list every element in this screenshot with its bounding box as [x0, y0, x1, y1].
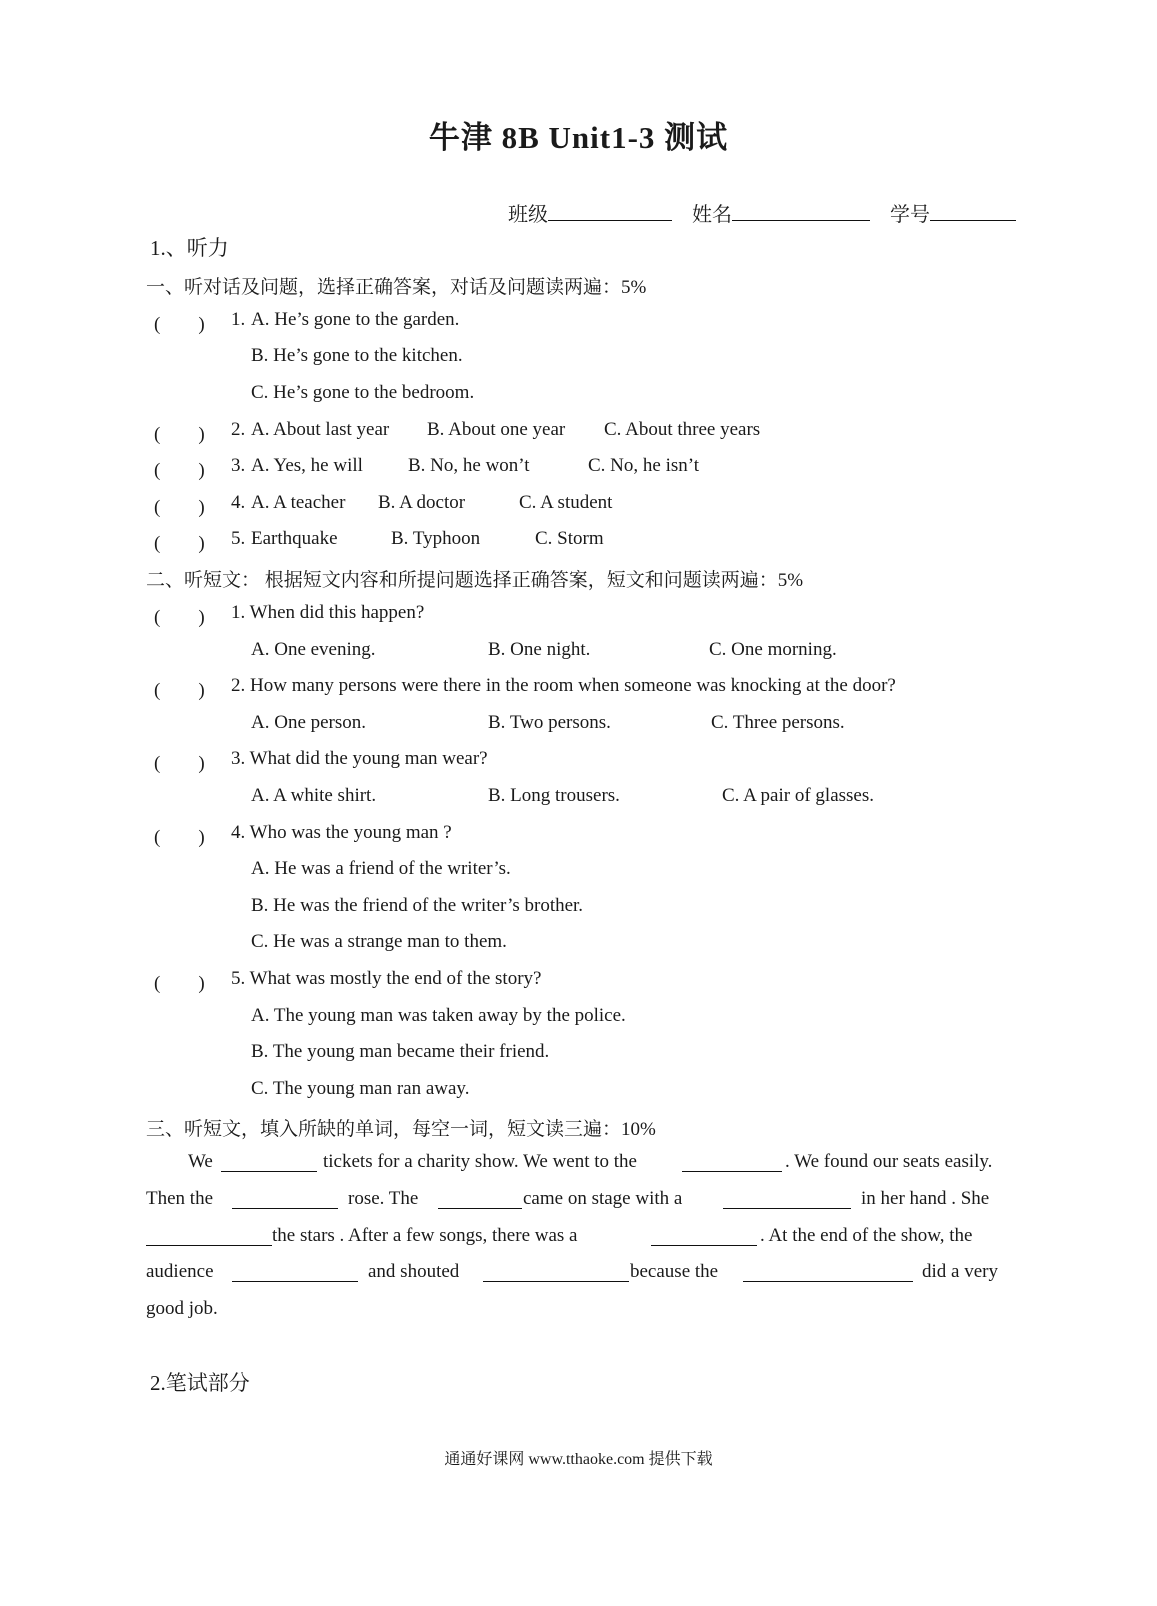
- cloze-blank-6[interactable]: [146, 1227, 272, 1246]
- answer-paren[interactable]: ( ): [154, 680, 205, 701]
- question-number: 3.: [231, 455, 246, 476]
- cloze-text: Then the: [146, 1188, 214, 1209]
- option-c: C. A student: [519, 492, 613, 513]
- cloze-blank-1[interactable]: [221, 1153, 317, 1172]
- cloze-text: good job.: [146, 1298, 218, 1319]
- answer-paren[interactable]: ( ): [154, 607, 205, 628]
- cloze-blank-7[interactable]: [651, 1227, 757, 1246]
- option-a: A. The young man was taken away by the police.: [251, 1005, 626, 1026]
- answer-paren[interactable]: ( ): [154, 314, 205, 335]
- cloze-text: the stars . After a few songs, there was a: [272, 1225, 578, 1246]
- question-number: 2.: [231, 419, 246, 440]
- name-field[interactable]: [732, 202, 870, 221]
- section2-heading: 2.笔试部分: [150, 1371, 250, 1395]
- student-info: [508, 198, 1016, 227]
- option-c: C. Three persons.: [711, 712, 845, 733]
- answer-paren[interactable]: ( ): [154, 753, 205, 774]
- question-number: 4.: [231, 492, 246, 513]
- option-b: B. He was the friend of the writer’s brother.: [251, 895, 584, 916]
- cloze-text: and shouted: [368, 1261, 460, 1282]
- option-c: C. He was a strange man to them.: [251, 931, 507, 952]
- question-text: 3. What did the young man wear?: [231, 748, 488, 769]
- option-c: C. A pair of glasses.: [722, 785, 874, 806]
- cloze-blank-3[interactable]: [232, 1190, 338, 1209]
- cloze-text: because the: [630, 1261, 719, 1282]
- part2-heading: 二、听短文： 根据短文内容和所提问题选择正确答案，短文和问题读两遍：5%: [146, 570, 804, 591]
- part3-heading: 三、听短文，填入所缺的单词，每空一词，短文读三遍：10%: [146, 1119, 656, 1140]
- cloze-blank-5[interactable]: [723, 1190, 851, 1209]
- question-text: 1. When did this happen?: [231, 602, 425, 623]
- option-c: C. No, he isn’t: [588, 455, 700, 476]
- number-field[interactable]: [930, 202, 1016, 221]
- part1-heading: 一、听对话及问题，选择正确答案，对话及问题读两遍：5%: [146, 277, 647, 298]
- question-text: 4. Who was the young man ?: [231, 822, 452, 843]
- option-b: B. No, he won’t: [408, 455, 530, 476]
- cloze-text: rose. The: [348, 1188, 419, 1209]
- class-label: 班级: [508, 204, 548, 226]
- cloze-text: in her hand . She: [861, 1188, 990, 1209]
- question-text: 5. What was mostly the end of the story?: [231, 968, 542, 989]
- answer-paren[interactable]: ( ): [154, 827, 205, 848]
- option-a: Earthquake: [251, 528, 338, 549]
- option-a: A. One person.: [251, 712, 367, 733]
- option-b: B. Typhoon: [391, 528, 481, 549]
- option-a: A. One evening.: [251, 639, 376, 660]
- cloze-blank-2[interactable]: [682, 1153, 782, 1172]
- answer-paren[interactable]: ( ): [154, 460, 205, 481]
- option-a: A. He’s gone to the garden.: [251, 309, 460, 330]
- option-b: B. About one year: [427, 419, 566, 440]
- option-a: A. Yes, he will: [251, 455, 363, 476]
- answer-paren[interactable]: ( ): [154, 533, 205, 554]
- option-a: A. A teacher: [251, 492, 346, 513]
- option-c: C. Storm: [535, 528, 604, 549]
- option-a: A. About last year: [251, 419, 390, 440]
- option-c: C. He’s gone to the bedroom.: [251, 382, 475, 403]
- class-field[interactable]: [548, 202, 672, 221]
- cloze-text: audience: [146, 1261, 214, 1282]
- cloze-blank-4[interactable]: [438, 1190, 522, 1209]
- cloze-blank-10[interactable]: [743, 1263, 913, 1282]
- answer-paren[interactable]: ( ): [154, 497, 205, 518]
- answer-paren[interactable]: ( ): [154, 424, 205, 445]
- cloze-text: . We found our seats easily.: [785, 1151, 993, 1172]
- question-text: 2. How many persons were there in the room when someone was knocking at the door?: [231, 675, 896, 696]
- option-b: B. Two persons.: [488, 712, 611, 733]
- option-b: B. The young man became their friend.: [251, 1041, 550, 1062]
- option-b: B. A doctor: [378, 492, 466, 513]
- option-b: B. He’s gone to the kitchen.: [251, 345, 463, 366]
- answer-paren[interactable]: ( ): [154, 973, 205, 994]
- cloze-text: did a very: [922, 1261, 998, 1282]
- question-number: 1.: [231, 309, 246, 330]
- cloze-blank-9[interactable]: [483, 1263, 629, 1282]
- page-footer: 通通好课网 www.tthaoke.com 提供下载: [444, 1451, 713, 1468]
- option-b: B. One night.: [488, 639, 591, 660]
- option-b: B. Long trousers.: [488, 785, 620, 806]
- option-a: A. He was a friend of the writer’s.: [251, 858, 511, 879]
- cloze-text: . At the end of the show, the: [760, 1225, 973, 1246]
- cloze-text: came on stage with a: [523, 1188, 683, 1209]
- cloze-blank-8[interactable]: [232, 1263, 358, 1282]
- cloze-text: tickets for a charity show. We went to the: [323, 1151, 637, 1172]
- question-number: 5.: [231, 528, 246, 549]
- section1-heading: 1.、听力: [150, 236, 229, 260]
- option-a: A. A white shirt.: [251, 785, 377, 806]
- option-c: C. About three years: [604, 419, 761, 440]
- option-c: C. One morning.: [709, 639, 837, 660]
- option-c: C. The young man ran away.: [251, 1078, 470, 1099]
- name-label: 姓名: [692, 204, 732, 226]
- page-title: 牛津 8B Unit1-3 测试: [428, 120, 729, 155]
- cloze-text: We: [188, 1151, 213, 1172]
- number-label: 学号: [890, 204, 930, 226]
